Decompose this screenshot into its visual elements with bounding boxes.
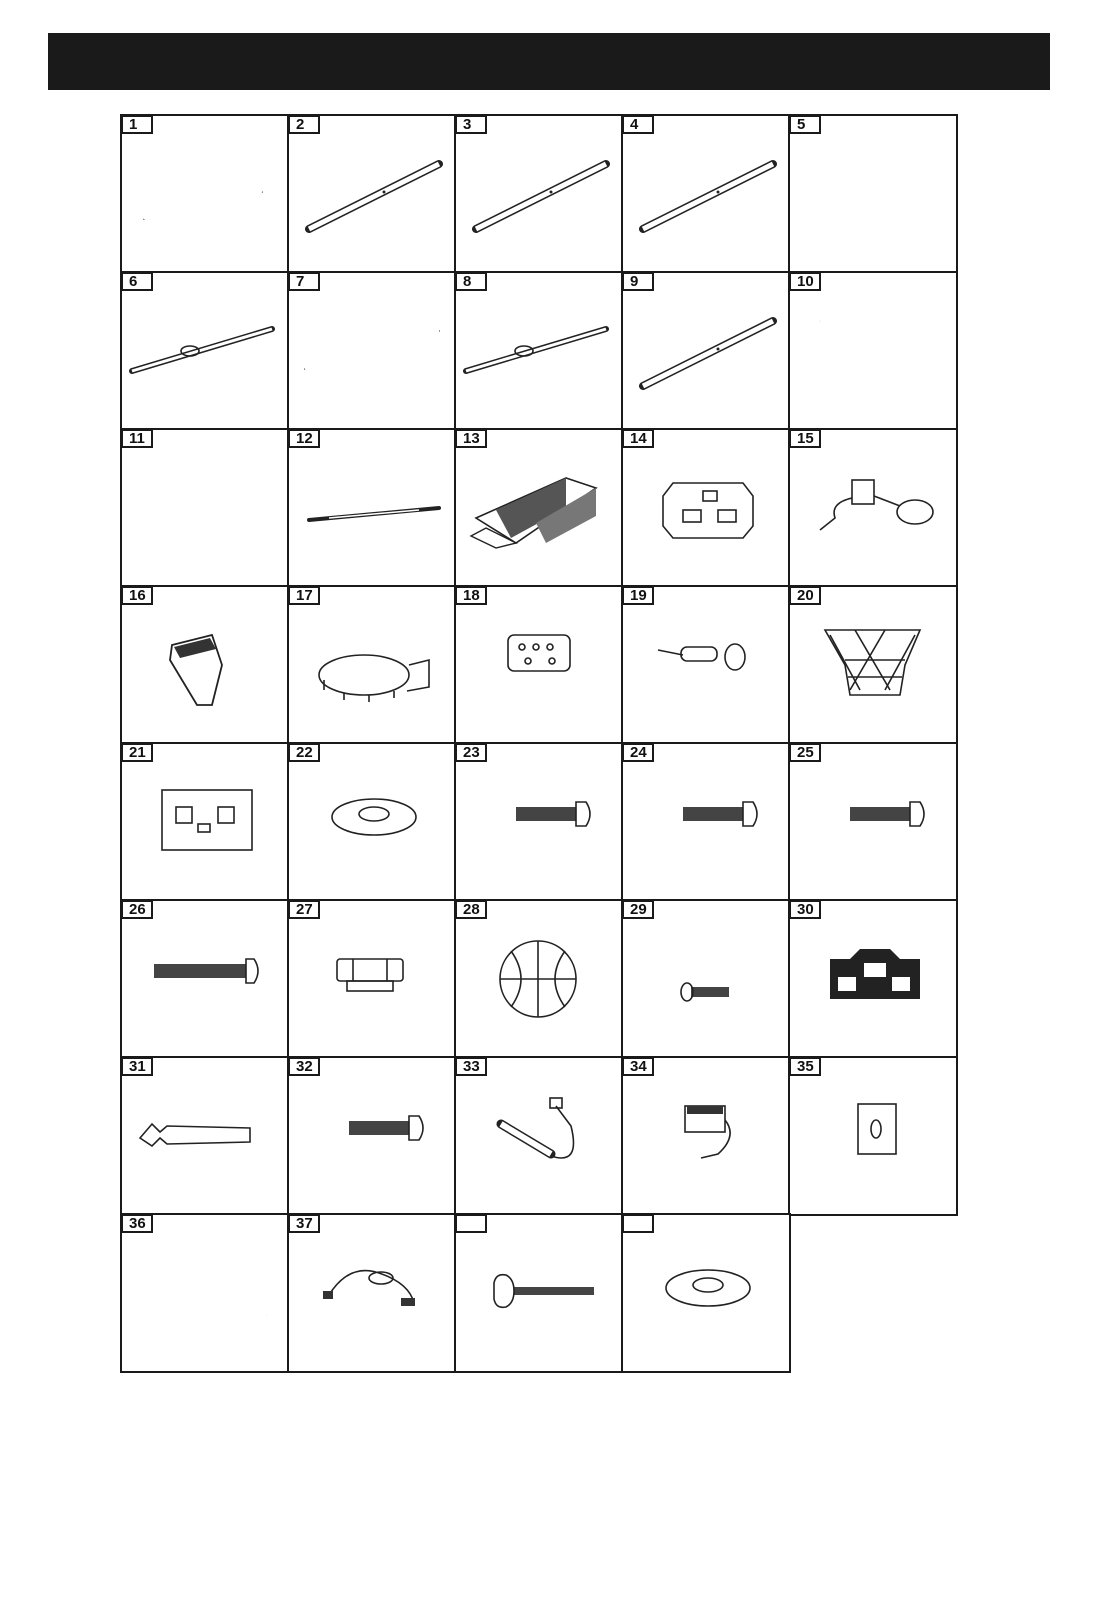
part-number-label: 36: [121, 1214, 153, 1233]
ball-pump-icon: [623, 587, 789, 743]
part-number-label: 27: [288, 900, 320, 919]
part-number-label: 25: [789, 743, 821, 762]
wrench-icon: [122, 1058, 288, 1214]
part-number-label: 18: [455, 586, 487, 605]
part-cell: [621, 899, 791, 1059]
bolt-icon: [456, 744, 622, 900]
part-cell: [454, 1213, 624, 1373]
part-cell: [120, 114, 290, 274]
bent-tube-icon: [122, 116, 288, 272]
part-number-label: 22: [288, 743, 320, 762]
angled-tube-icon: [790, 273, 956, 429]
part-cell: [788, 899, 958, 1059]
part-number-label: 12: [288, 429, 320, 448]
part-number-label: 21: [121, 743, 153, 762]
straight-tube-icon: [289, 116, 455, 272]
part-cell: [120, 271, 290, 431]
part-cell: [788, 1056, 958, 1216]
part-cell: [788, 428, 958, 588]
part-cell: [287, 585, 457, 745]
part-cell: [120, 1213, 290, 1373]
hex-key-icon: [122, 1215, 288, 1371]
ball-return-net-icon: [456, 430, 622, 586]
part-cell: [287, 742, 457, 902]
basketball-net-icon: [790, 587, 956, 743]
part-cell: [788, 271, 958, 431]
part-number-label: 29: [622, 900, 654, 919]
part-number-label: 9: [622, 272, 654, 291]
part-cell: [287, 271, 457, 431]
parts-grid: [120, 114, 975, 1396]
part-number-label: 34: [622, 1057, 654, 1076]
part-cell: [120, 428, 290, 588]
u-frame-tube-icon: [790, 116, 956, 272]
header-bar: [48, 33, 1050, 90]
part-cell: [454, 742, 624, 902]
part-number-label: 32: [288, 1057, 320, 1076]
part-cell: [621, 1056, 791, 1216]
part-cell: [287, 1056, 457, 1216]
part-number-label: 1: [121, 115, 153, 134]
part-number-label: 31: [121, 1057, 153, 1076]
u-frame-tube-icon: [122, 430, 288, 586]
part-number-label: 11: [121, 429, 153, 448]
part-cell: [621, 428, 791, 588]
part-number-label: 2: [288, 115, 320, 134]
part-number-label: 5: [789, 115, 821, 134]
bolt-icon: [623, 744, 789, 900]
part-cell: [621, 585, 791, 745]
thin-rod-icon: [289, 430, 455, 586]
basketball-icon: [456, 901, 622, 1057]
part-cell: [120, 585, 290, 745]
part-cell: [120, 742, 290, 902]
straight-tube-icon: [623, 273, 789, 429]
backboard-panel-icon: [122, 744, 288, 900]
bolt-icon: [289, 1058, 455, 1214]
bolt-icon: [790, 744, 956, 900]
part-cell: [621, 114, 791, 274]
pin-with-lanyard-icon: [456, 1058, 622, 1214]
part-cell: [454, 899, 624, 1059]
part-number-label: 19: [622, 586, 654, 605]
part-number-label: 17: [288, 586, 320, 605]
part-cell: [621, 742, 791, 902]
part-cell: [120, 1056, 290, 1216]
part-number-label: 16: [121, 586, 153, 605]
sensor-cable-icon: [289, 1215, 455, 1371]
basketball-rim-icon: [289, 587, 455, 743]
part-number-label: 28: [455, 900, 487, 919]
long-bolt-icon: [122, 901, 288, 1057]
part-number-label: 14: [622, 429, 654, 448]
straight-tube-icon: [456, 116, 622, 272]
part-cell: [788, 114, 958, 274]
part-number-label: 3: [455, 115, 487, 134]
part-number-label: 13: [455, 429, 487, 448]
part-cell: [120, 899, 290, 1059]
part-number-label: 23: [455, 743, 487, 762]
part-number-label: 15: [789, 429, 821, 448]
control-cover-icon: [122, 587, 288, 743]
score-display-icon: [790, 901, 956, 1057]
part-cell: [454, 1056, 624, 1216]
part-cell: [621, 271, 791, 431]
part-cell: [454, 271, 624, 431]
part-number-label: 30: [789, 900, 821, 919]
part-number-label: 37: [288, 1214, 320, 1233]
power-adapter-icon: [623, 1058, 789, 1214]
part-number-label: 33: [455, 1057, 487, 1076]
scoreboard-panel-icon: [623, 430, 789, 586]
part-number-label: 7: [288, 272, 320, 291]
small-plate-icon: [790, 1058, 956, 1214]
part-cell: [788, 585, 958, 745]
knob-bolt-icon: [456, 1215, 622, 1371]
mounting-plate-icon: [456, 587, 622, 743]
part-number-label: 6: [121, 272, 153, 291]
nut-cap-icon: [289, 901, 455, 1057]
short-bolt-icon: [623, 901, 789, 1057]
part-number-label: 8: [455, 272, 487, 291]
tapered-tube-icon: [289, 273, 455, 429]
tube-with-bracket-icon: [456, 273, 622, 429]
part-cell: [287, 114, 457, 274]
part-number-label: 10: [789, 272, 821, 291]
part-number-label: 26: [121, 900, 153, 919]
part-cell: [287, 1213, 457, 1373]
part-cell: [287, 899, 457, 1059]
part-number-label: 35: [789, 1057, 821, 1076]
sensor-bracket-icon: [790, 430, 956, 586]
part-cell: [454, 585, 624, 745]
washer-icon: [289, 744, 455, 900]
straight-tube-icon: [623, 116, 789, 272]
part-number-label: 20: [789, 586, 821, 605]
washer-icon: [623, 1215, 789, 1371]
part-cell: [454, 114, 624, 274]
tube-with-bracket-icon: [122, 273, 288, 429]
part-number-label: 24: [622, 743, 654, 762]
part-cell: [287, 428, 457, 588]
part-cell: [454, 428, 624, 588]
part-number-label: 4: [622, 115, 654, 134]
part-cell: [621, 1213, 791, 1373]
part-cell: [788, 742, 958, 902]
